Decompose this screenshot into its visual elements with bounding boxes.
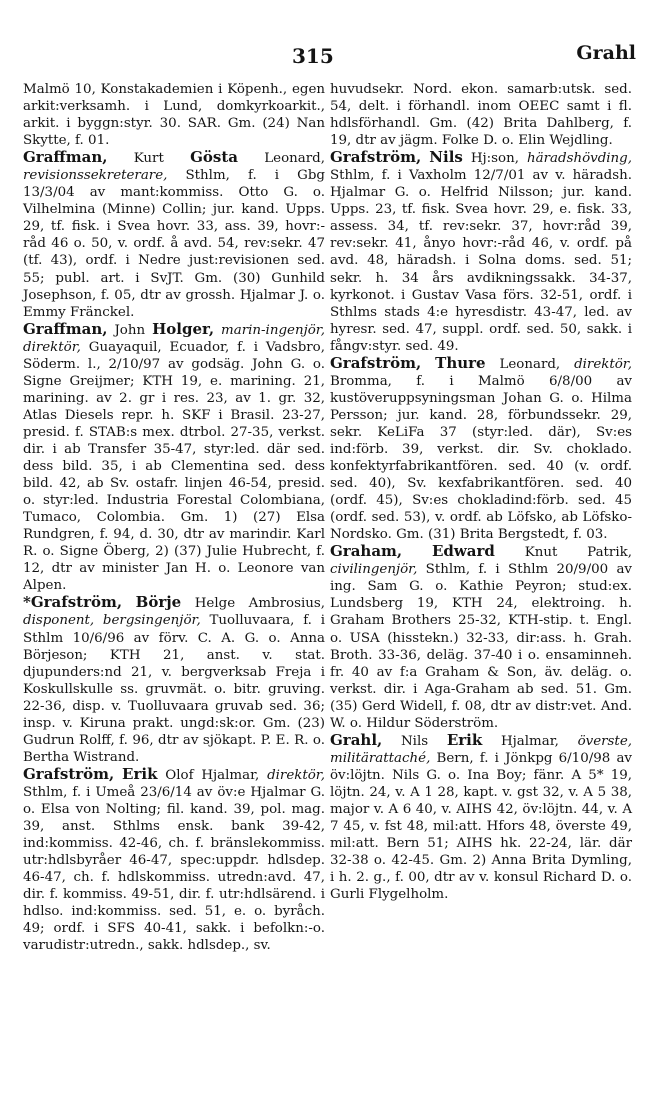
entry-text: Guayaquil, Ecuador, f. i Vadsbro, Söderm. l., 2/10/97 av godsäg. John G. o. Signe Greijmer; KTH 19, e. marining. 21, marining. av 2. gr i res. 23, av 1. gr. 32, Atlas Diesels repr. h. SKF i Brasil. 23-27, presid. f. STAB:s mex. dtrbol. 27-35, verkst. dir. i ab Transfer 35-47, styr:led. där sed. dess bild. 35, i ab Clementina sed. dess bild. 42, ab Sv. ostafr. linjen 46-54, presid. o. styr:led. Industria Forestal Colombiana, Tumaco, Colombia. Gm. 1) (27) Elsa Rundgren, f. 94, d. 30, dtr av marindir. Karl R. o. Signe Öberg, 2) (37) Julie Hubrecht, f. 12, dtr av minister Jan H. o. Leonore van Alpen.: [23, 339, 325, 594]
entry-other-names: Knut Patrik,: [494, 545, 632, 561]
entry-text: Bromma, f. i Malmö 6/8/00 av kustöveruppsyningsman Johan G. o. Hilma Persson; jur. kand. 28, förbundssekr. 29, sekr. KeLiFa 37 (styr:led. där), Sv:es ind:förb. 39, verkst. dir. Sv. chokladо. konfektyrfabrikantfören. sed. 40 (v. ordf. sed. 40), Sv. kexfabrikantfören. sed. 40 (ordf. 45), Sv:es chokladind:förb. sed. 45 (ordf. sed. 53), v. ordf. ab Löfsko, ab Löfsko-Nordsko. Gm. (31) Brita Bergstedt, f. 03.: [330, 373, 632, 543]
biography-entry: [23, 766, 325, 955]
entry-given-name: Edward: [431, 542, 495, 561]
biography-entry: [330, 149, 632, 355]
entry-first-names: [114, 768, 122, 783]
entry-occupation: häradshövding,: [527, 151, 633, 167]
entry-other-names: Leonard,: [485, 356, 575, 372]
entry-first-names: [402, 545, 432, 560]
entry-surname: Grafström,: [23, 764, 115, 783]
entry-surname: Grafström,: [330, 148, 422, 167]
entry-given-name: Erik: [446, 730, 483, 749]
entry-surname: Graham,: [330, 542, 403, 561]
entry-text: Bern, f. i Jönkpg 6/10/98 av öv:löjtn. Nils G. o. Ina Boy; fänr. A 5* 19, löjtn. 24, v. A 1 28, kapt. v. gst 32, v. A 5 38, major v. A 6 40, v. AIHS 42, öv:löjtn. 44, v. A 7 45, v. fst 48, mil:att. Hfors 48, överste 49, mil:att. Bern 51; AIHS hk. 22-24, lär. där 32-38 o. 42-45. Gm. 2) Anna Brita Dymling, i h. 2. g., f. 00, dtr av v. konsul Richard D. o. Gurli Flygelholm.: [330, 750, 632, 903]
entry-text: Sthlm, f. i Vaxholm 12/7/01 av v. häradsh. Hjalmar G. o. Helfrid Nilsson; jur. kand. Upps. 23, tf. fisk. Svea hovr. 29, e. fisk. 33, assess. 34, tf. rev:sekr. 37, hovr:råd 39, rev:sekr. 41, ånyo hovr:-råd 46, v. ordf. på avd. 48, häradsh. i Solna doms. sed. 51; sekr. h. 34 års avdikningssakk. 34-37, kyrkonot. i Gustav Vasa förs. 32-51, ordf. i Sthlms stads 4:e hyresdistr. 43-47, led. av hyresr. sed. 47, suppl. ordf. sed. 50, sakk. i fångv:styr. sed. 49.: [330, 168, 632, 354]
entry-occupation: civilingenjör,: [330, 562, 418, 578]
entry-first-names: [122, 596, 136, 611]
entry-surname: *Grafström,: [23, 593, 123, 612]
entry-occupation: marin-ingenjör, direktör,: [23, 322, 325, 355]
entry-first-names: Kurt: [107, 151, 191, 167]
entry-text: huvudsekr. Nord. ekon. samarb:utsk. sed. 54, delt. i förhandl. inom OEEC samt i fl. hdlsförhandl. Gm. (42) Brita Dahlberg, f. 19, dtr av jägm. Folke D. o. Elin Wejdling.: [330, 82, 632, 149]
entry-first-names: Nils: [382, 733, 447, 749]
biography-entry: [23, 594, 325, 765]
entry-text: Sthlm, f. i Gbg 13/3/04 av mant:kommiss. Otto G. o. Vilhelmina (Minne) Collin; jur. kand. Upps. 29, tf. fisk. i Svea hovr. 33, ass. 39, hovr:-råd 46 o. 50, v. ordf. å avd. 54, rev:sekr. 47 (tf. 43), ordf. i Nedre just:revisionen sed. 55; publ. art. i SvJT. Gm. (30) Gunhild Josephson, f. 05, dtr av grossh. Hjalmar J. o. Emmy Fränckel.: [23, 168, 325, 320]
entry-other-names: [214, 323, 221, 338]
running-head: Grahl: [576, 42, 636, 64]
entry-surname: Graffman,: [23, 148, 108, 167]
entry-given-name: Börje: [135, 593, 182, 612]
biography-entry: [330, 543, 632, 732]
entry-surname: Graffman,: [23, 319, 108, 338]
entry-other-names: Hjalmar,: [482, 733, 578, 749]
entry-text: Sthlm, f. i Sthlm 20/9/00 av ing. Sam G. o. Kathie Peyron; stud:ex. Lundsberg 19, KTH 24, elektroing. h. Graham Brothers 25-32, KTH-stip. t. Engl. o. USA (hisstekn.) 32-33, dir:ass. h. Grah. Broth. 33-36, deläg. 37-40 i o. ensaminneh. fr. 40 av f:a Graham & Son, äv. deläg. o. verkst. dir. i Aga-Graham ab sed. 51. Gm. (35) Gerd Widell, f. 08, dtr av distr:vet. And. W. o. Hildur Söderström.: [330, 562, 632, 731]
entry-text: Malmö 10, Konstakademien i Köpenh., egen arkit:verksamh. i Lund, domkyrkoarkit., arkit. i byggn:styr. 30. SAR. Gm. (24) Nan Skytte, f. 01.: [23, 82, 325, 149]
right-column: [330, 81, 632, 903]
biography-entry: [23, 149, 325, 320]
entry-other-names: Helge Ambrosius,: [181, 596, 325, 612]
entry-first-names: [421, 357, 435, 372]
biography-entry: [330, 732, 632, 903]
entry-given-name: Gösta: [190, 148, 239, 167]
entry-text: Tuolluvaara, f. i Sthlm 10/6/96 av förv. C. A. G. o. Anna Börjeson; KTH 21, anst. v. stat. djupunders:nd 21, v. bergverksab Freja i Koskullskulle ss. gruvmät. o. bitr. gruving. 22-36, disp. v. Tuolluvaara gruvab sed. 36; insp. v. Kiruna prakt. ungd:sk:or. Gm. (23) Gudrun Rolff, f. 96, dtr av sjökapt. P. E. R. o. Bertha Wistrand.: [23, 613, 325, 765]
entry-continuation: [23, 81, 325, 149]
entry-surname: Grafström,: [330, 353, 422, 372]
page-number: 315: [292, 44, 334, 68]
entry-surname: Grahl,: [330, 730, 383, 749]
entry-occupation: revisionssekreterare,: [23, 168, 168, 184]
entry-text: Sthlm, f. i Umeå 23/6/14 av öv:e Hjalmar G. o. Elsa von Nolting; fil. kand. 39, pol. mag. 39, anst. Sthlms ensk. bank 39-42, ind:kommiss. 42-46, ch. f. bränslekommiss. utr:hdlsbyråer 46-47, spec:uppdr. hdlsdep. 46-47, ch. f. hdlskommiss. utredn:avd. 47, dir. f. kommiss. 49-51, dir. f. utr:hdlsärend. i hdlso. ind:kommiss. sed. 51, e. o. byråch. 49; ordf. i SFS 40-41, sakk. i befolkn:-o. varudistr:utredn., sakk. hdlsdep., sv.: [23, 784, 325, 954]
entry-occupation: överste, militärattaché,: [330, 733, 632, 766]
biography-entry: [330, 355, 632, 544]
entry-given-name: Thure: [435, 353, 486, 372]
entry-occupation: direktör,: [574, 356, 632, 372]
entry-given-name: Holger,: [152, 319, 215, 338]
entry-given-name: Erik: [122, 764, 158, 783]
entry-first-names: John: [107, 322, 153, 338]
entry-occupation: disponent, bergsingenjör,: [23, 613, 201, 629]
entry-other-names: Hj:son,: [462, 151, 528, 167]
entry-continuation: [330, 81, 632, 149]
entry-other-names: Leonard,: [238, 151, 325, 167]
entry-occupation: direktör,: [267, 767, 325, 783]
biography-entry: [23, 321, 325, 595]
left-column: [23, 81, 325, 954]
entry-given-name: Nils: [429, 148, 463, 167]
entry-other-names: Olof Hjalmar,: [157, 767, 268, 783]
